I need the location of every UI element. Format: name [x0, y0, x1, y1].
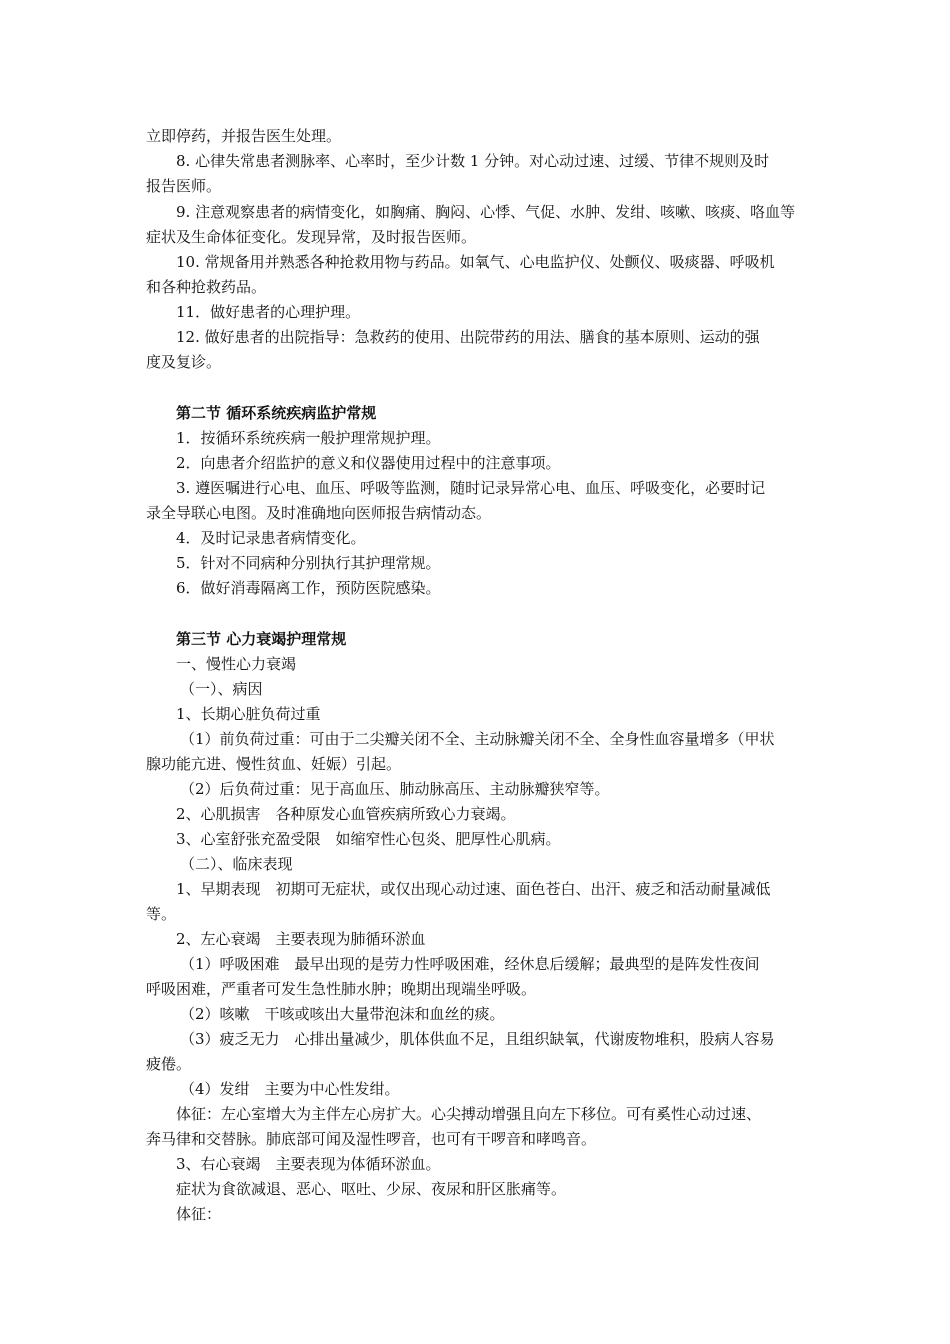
- paragraph-line: 度及复诊。: [146, 353, 222, 371]
- paragraph-line: 立即停药，并报告医生处理。: [146, 127, 342, 145]
- paragraph-line: 11．做好患者的心理护理。: [176, 303, 361, 321]
- paragraph-line: 9. 注意观察患者的病情变化，如胸痛、胸闷、心悸、气促、水肿、发绀、咳嗽、咳痰、咯血等: [176, 203, 796, 221]
- paragraph-line: 呼吸困难，严重者可发生急性肺水肿；晚期出现端坐呼吸。: [146, 980, 537, 998]
- paragraph-line: 3、心室舒张充盈受限 如缩窄性心包炎、肥厚性心肌病。: [176, 830, 561, 848]
- paragraph-line: 8. 心律失常患者测脉率、心率时，至少计数 1 分钟。对心动过速、过缓、节律不规则及时: [176, 152, 770, 170]
- paragraph-line: 2．向患者介绍监护的意义和仪器使用过程中的注意事项。: [176, 454, 561, 472]
- paragraph-line: 等。: [146, 905, 177, 923]
- section-heading: 第二节 循环系统疾病监护常规: [176, 404, 377, 422]
- paragraph-line: 奔马律和交替脉。肺底部可闻及湿性啰音，也可有干啰音和哮鸣音。: [146, 1130, 597, 1148]
- paragraph-line: 和各种抢救药品。: [146, 278, 267, 296]
- paragraph-line: （2）咳嗽 干咳或咳出大量带泡沫和血丝的痰。: [180, 1005, 505, 1023]
- paragraph-line: 1．按循环系统疾病一般护理常规护理。: [176, 429, 441, 447]
- paragraph-line: （2）后负荷过重：见于高血压、肺动脉高压、主动脉瓣狭窄等。: [180, 780, 610, 798]
- paragraph-line: （4）发绀 主要为中心性发绀。: [180, 1080, 400, 1098]
- paragraph-line: 3、右心衰竭 主要表现为体循环淤血。: [176, 1155, 441, 1173]
- paragraph-line: 4．及时记录患者病情变化。: [176, 529, 366, 547]
- paragraph-line: 1、长期心脏负荷过重: [176, 705, 321, 723]
- paragraph-line: （二）、临床表现: [180, 855, 293, 873]
- paragraph-line: （3）疲乏无力 心排出量减少，肌体供血不足，且组织缺氧，代谢废物堆积，股病人容易: [180, 1030, 775, 1048]
- paragraph-line: 2、心肌损害 各种原发心血管疾病所致心力衰竭。: [176, 805, 516, 823]
- paragraph-line: 一、慢性心力衰竭: [176, 655, 297, 673]
- paragraph-line: 体征：: [176, 1205, 222, 1223]
- paragraph-line: （一）、病因: [180, 680, 263, 698]
- paragraph-line: 录全导联心电图。及时准确地向医师报告病情动态。: [146, 504, 492, 522]
- section-heading: 第三节 心力衰竭护理常规: [176, 630, 347, 648]
- paragraph-line: 症状为食欲减退、恶心、呕吐、少尿、夜尿和肝区胀痛等。: [176, 1180, 567, 1198]
- paragraph-line: 腺功能亢进、慢性贫血、妊娠）引起。: [146, 755, 402, 773]
- paragraph-line: 2、左心衰竭 主要表现为肺循环淤血: [176, 930, 426, 948]
- paragraph-line: 疲倦。: [146, 1055, 192, 1073]
- paragraph-line: （1）前负荷过重：可由于二尖瓣关闭不全、主动脉瓣关闭不全、全身性血容量增多（甲状: [180, 730, 775, 748]
- paragraph-line: 症状及生命体征变化。发现异常，及时报告医师。: [146, 228, 477, 246]
- paragraph-line: 报告医师。: [146, 177, 222, 195]
- paragraph-line: 10. 常规备用并熟悉各种抢救用物与药品。如氧气、心电监护仪、处颤仪、吸痰器、呼吸机: [176, 253, 775, 271]
- paragraph-line: 体征：左心室增大为主伴左心房扩大。心尖搏动增强且向左下移位。可有奚性心动过速、: [176, 1105, 762, 1123]
- paragraph-line: 12. 做好患者的出院指导：急救药的使用、出院带药的用法、膳食的基本原则、运动的强: [176, 328, 760, 346]
- paragraph-line: 3. 遵医嘱进行心电、血压、呼吸等监测，随时记录异常心电、血压、呼吸变化，必要时记: [176, 479, 766, 497]
- paragraph-line: （1）呼吸困难 最早出现的是劳力性呼吸困难，经休息后缓解；最典型的是阵发性夜间: [180, 955, 760, 973]
- paragraph-line: 6．做好消毒隔离工作，预防医院感染。: [176, 579, 441, 597]
- paragraph-line: 1、早期表现 初期可无症状，或仅出现心动过速、面色苍白、出汗、疲乏和活动耐量减低: [176, 880, 771, 898]
- paragraph-line: 5．针对不同病种分别执行其护理常规。: [176, 554, 441, 572]
